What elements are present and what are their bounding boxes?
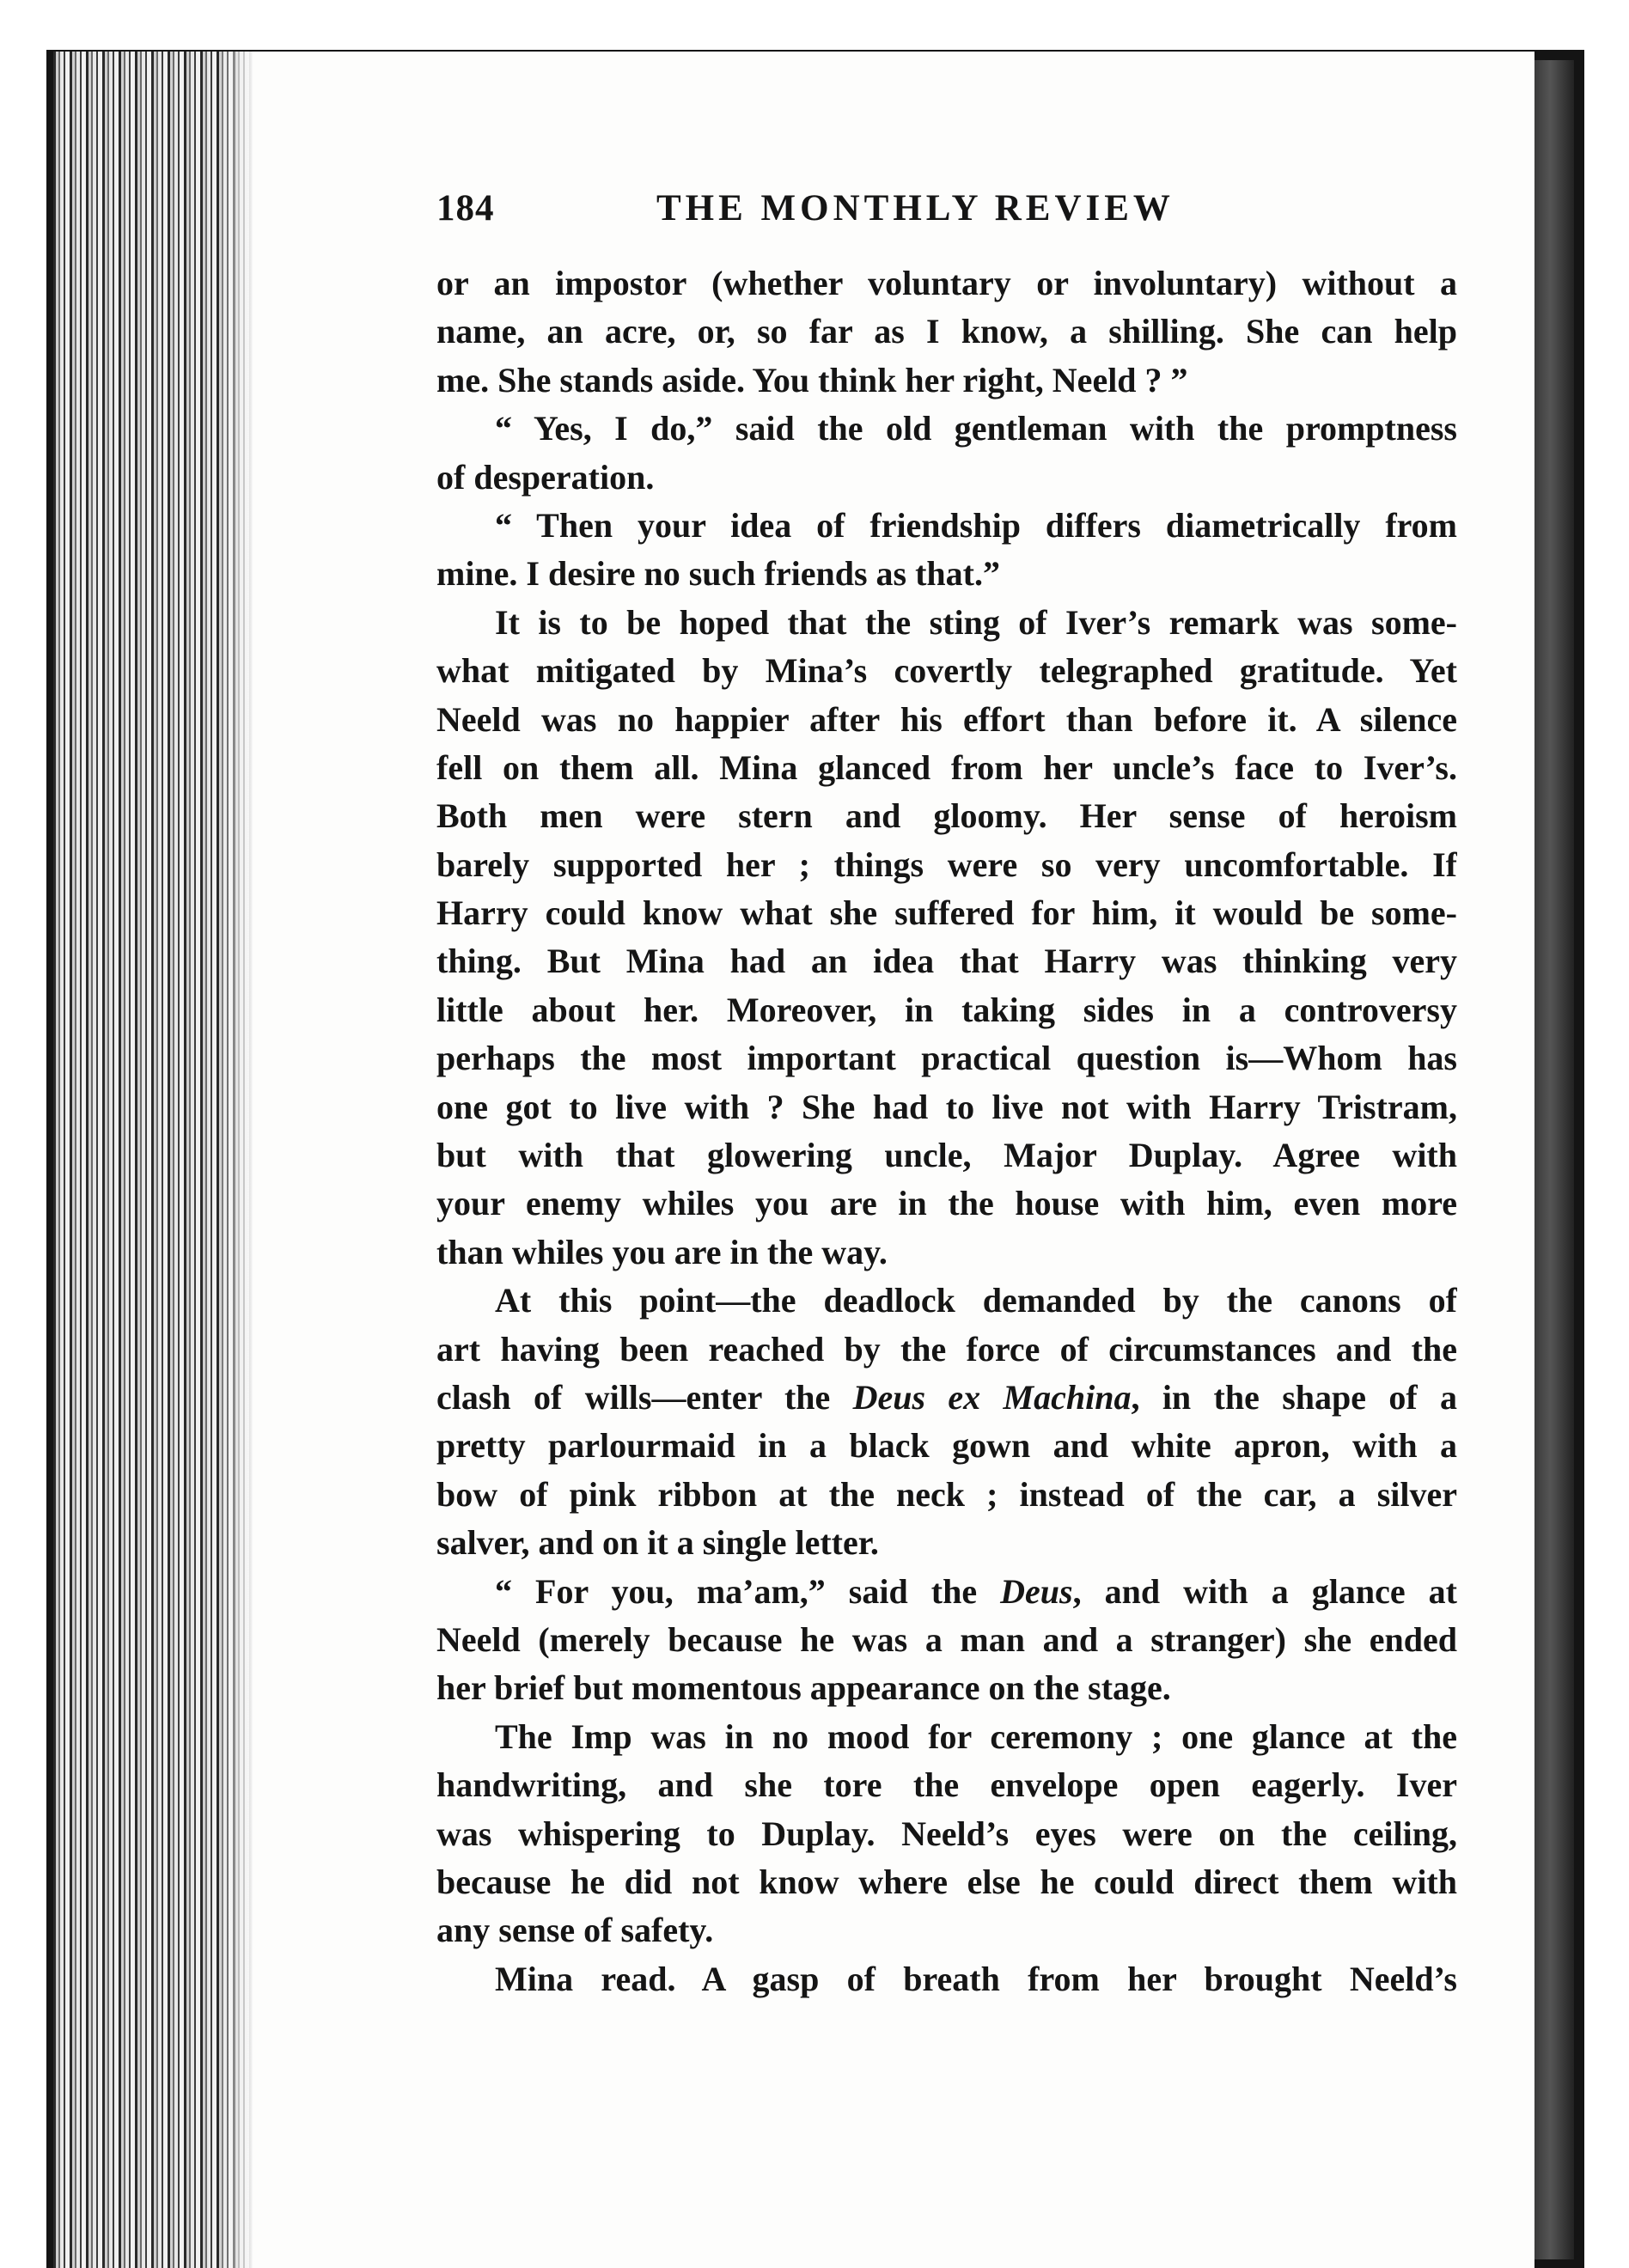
text-line: [436, 841, 1457, 889]
text-line: [436, 1422, 1457, 1470]
text-line-content: because he did not know where else he could direct them with: [436, 1862, 1457, 1901]
text-line-content: clash of wills—enter the: [436, 1377, 853, 1417]
text-line: [436, 986, 1457, 1034]
text-line: [436, 1131, 1457, 1180]
text-line-content: “ Then your idea of friendship differs diametrically from: [495, 505, 1457, 545]
text-line-content: Neeld was no happier after his effort than before it. A silence: [436, 699, 1457, 739]
text-line: [436, 259, 1457, 308]
text-line-content: barely supported her ; things were so very uncomfortable. If: [436, 844, 1457, 884]
text-line-content: thing. But Mina had an idea that Harry was thinking very: [436, 942, 1457, 981]
text-line-content: fell on them all. Mina glanced from her uncle’s face to Iver’s.: [436, 747, 1457, 787]
text-line: [436, 1955, 1457, 2003]
text-line-content: perhaps the most important practical question is—Whom has: [436, 1039, 1457, 1078]
text-line: [436, 792, 1457, 840]
text-line-continuation: , in the shape of a: [1131, 1377, 1457, 1417]
text-line: [436, 1471, 1457, 1519]
text-line: [436, 889, 1457, 937]
text-line: [436, 1810, 1457, 1858]
text-line-content: or an impostor (whether voluntary or involuntary) without a: [436, 264, 1457, 302]
text-line: [436, 1906, 1457, 1954]
page-number: 184: [436, 188, 495, 229]
text-line: [436, 1083, 1457, 1131]
text-line: [436, 1228, 1457, 1277]
text-line-content: It is to be hoped that the sting of Iver’s remark was some-: [495, 602, 1457, 642]
text-line-content: was whispering to Duplay. Neeld’s eyes were on the ceiling,: [436, 1814, 1457, 1853]
text-line: [436, 1616, 1457, 1664]
text-line-content: “ For you, ma’am,” said the: [495, 1571, 1001, 1611]
text-line: [436, 1277, 1457, 1325]
text-line-content: any sense of safety.: [436, 1911, 714, 1950]
running-head: THE MONTHLY REVIEW: [656, 188, 1174, 229]
text-line: [436, 1713, 1457, 1761]
italic-phrase: Deus ex Machina: [852, 1377, 1132, 1417]
text-line-content: Neeld (merely because he was a man and a stranger) she ended: [436, 1619, 1457, 1659]
text-line: [436, 1034, 1457, 1082]
text-line-content: handwriting, and she tore the envelope open eagerly. Iver: [436, 1765, 1457, 1805]
text-line-content: salver, and on it a single letter.: [436, 1523, 879, 1563]
text-line-content: At this point—the deadlock demanded by the canons of: [495, 1281, 1457, 1320]
text-line: [436, 1519, 1457, 1567]
text-line-content: “ Yes, I do,” said the old gentleman with the promptness: [495, 409, 1457, 448]
text-line: [436, 502, 1457, 550]
text-line-content: bow of pink ribbon at the neck ; instead of the car, a silver: [436, 1474, 1457, 1514]
text-line-content: her brief but momentous appearance on the stage.: [436, 1668, 1171, 1708]
text-line: [436, 405, 1457, 453]
text-line: [436, 647, 1457, 695]
text-line: [436, 1326, 1457, 1374]
text-line: [436, 454, 1457, 502]
text-line-continuation: , and with a glance at: [1072, 1571, 1457, 1611]
book-page-edges: [53, 52, 253, 2268]
text-line-content: name, an acre, or, so far as I know, a shilling. She can help: [436, 312, 1457, 351]
text-line-content: art having been reached by the force of circumstances and the: [436, 1329, 1457, 1369]
text-line: [436, 1180, 1457, 1228]
text-line-content: Mina read. A gasp of breath from her brought Neeld’s: [495, 1959, 1457, 1998]
text-line: [436, 357, 1457, 405]
body-text: [436, 259, 1457, 2003]
text-line-content: your enemy whiles you are in the house with him, even more: [436, 1184, 1457, 1223]
text-line-content: mine. I desire no such friends as that.”: [436, 554, 1000, 594]
book-spine-edge: [1534, 60, 1574, 2259]
text-line-content: one got to live with ? She had to live not with Harry Tristram,: [436, 1087, 1457, 1126]
text-line: [436, 1664, 1457, 1712]
text-line-content: than whiles you are in the way.: [436, 1232, 888, 1271]
text-line: [436, 744, 1457, 792]
text-line-content: little about her. Moreover, in taking sides in a controversy: [436, 990, 1457, 1029]
text-line-content: what mitigated by Mina’s covertly telegraphed gratitude. Yet: [436, 651, 1457, 691]
text-line: [436, 599, 1457, 647]
text-line-content: of desperation.: [436, 457, 655, 497]
text-line-content: Both men were stern and gloomy. Her sense of heroism: [436, 796, 1457, 836]
text-line: [436, 308, 1457, 356]
text-line-content: Harry could know what she suffered for him, it would be some-: [436, 893, 1457, 933]
text-line: [436, 1761, 1457, 1809]
text-line: [436, 1374, 1457, 1422]
text-line-content: me. She stands aside. You think her right, Neeld ? ”: [436, 360, 1188, 399]
text-line: [436, 696, 1457, 744]
page-header: [436, 187, 1296, 239]
text-line-content: The Imp was in no mood for ceremony ; one glance at the: [495, 1716, 1457, 1756]
italic-phrase: Deus: [1000, 1571, 1073, 1611]
text-line: [436, 1568, 1457, 1616]
text-line: [436, 937, 1457, 985]
text-line-content: pretty parlourmaid in a black gown and white apron, with a: [436, 1426, 1457, 1466]
text-line-content: but with that glowering uncle, Major Duplay. Agree with: [436, 1136, 1457, 1175]
text-line: [436, 550, 1457, 598]
text-line: [436, 1858, 1457, 1906]
